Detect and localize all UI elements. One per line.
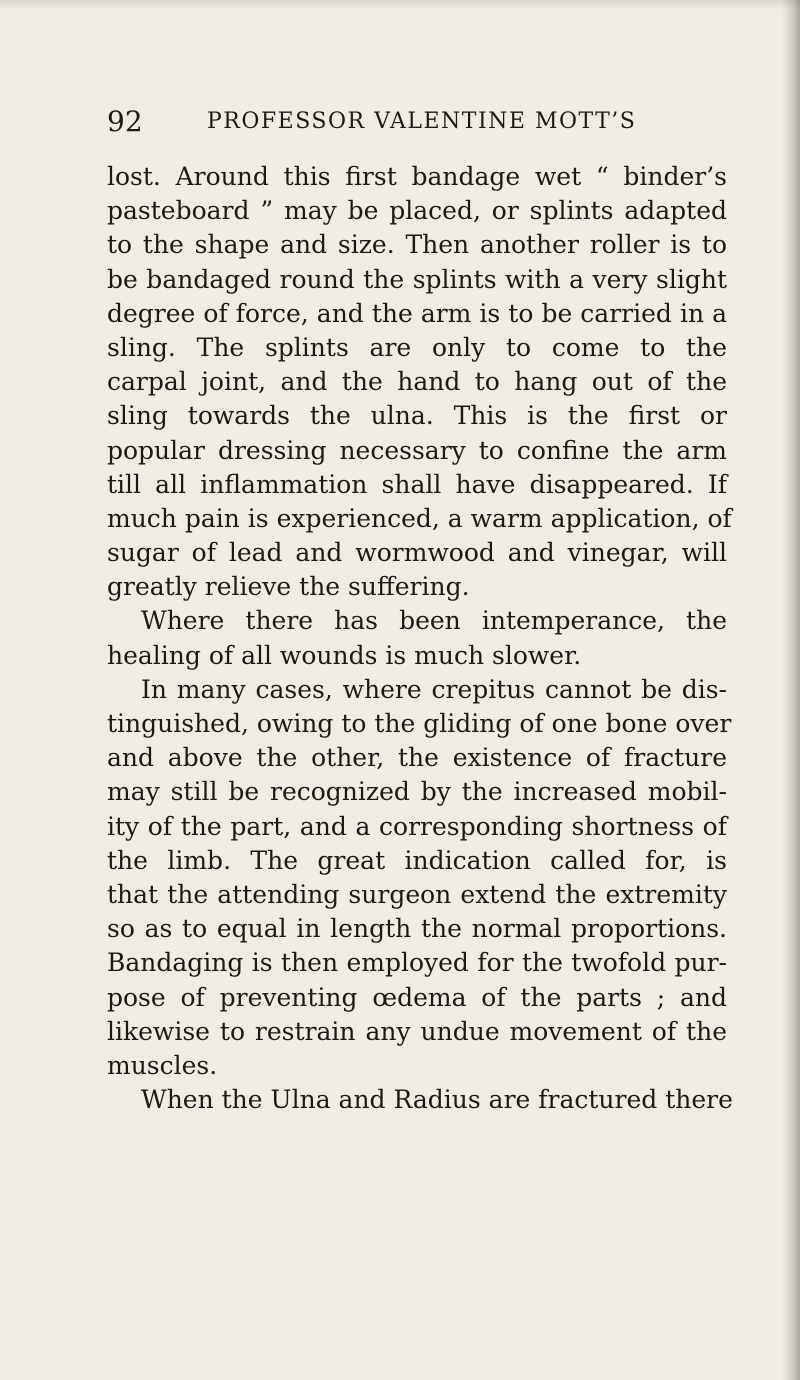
text-line: greatly relieve the suffering. bbox=[107, 572, 470, 602]
text-line: pose of preventing œdema of the parts ; and bbox=[107, 982, 727, 1012]
page-number: 92 bbox=[107, 105, 143, 138]
text-line: carpal joint, and the hand to hang out of the bbox=[107, 367, 727, 397]
body-text bbox=[107, 160, 733, 1117]
text-line: be bandaged round the splints with a very slight bbox=[107, 264, 727, 294]
text-line: lost. Around this first bandage wet “ binder’s bbox=[107, 162, 727, 191]
text-line: much pain is experienced, a warm application, of bbox=[107, 503, 732, 533]
text-line: sugar of lead and wormwood and vinegar, will bbox=[107, 538, 727, 568]
text-line: muscles. bbox=[107, 1050, 218, 1080]
text-line: till all inflammation shall have disappeared. If bbox=[107, 469, 727, 499]
page-edge-shadow bbox=[782, 0, 800, 1380]
text-line: ity of the part, and a corresponding shortness of bbox=[107, 811, 727, 841]
text-line: Where there has been intemperance, the bbox=[141, 606, 727, 636]
text-line: Bandaging is then employed for the twofold pur- bbox=[107, 948, 727, 978]
page-header bbox=[107, 102, 727, 142]
text-line: sling towards the ulna. This is the first or bbox=[107, 401, 727, 431]
text-line: may still be recognized by the increased mobil- bbox=[107, 777, 727, 807]
text-line: to the shape and size. Then another roller is to bbox=[107, 230, 727, 260]
text-line: healing of all wounds is much slower. bbox=[107, 640, 582, 670]
running-head: PROFESSOR VALENTINE MOTT’S bbox=[207, 109, 637, 134]
text-line: When the Ulna and Radius are fractured there bbox=[141, 1085, 733, 1115]
text-line: and above the other, the existence of fracture bbox=[107, 743, 727, 773]
text-line: degree of force, and the arm is to be carried in a bbox=[107, 298, 727, 328]
text-line: so as to equal in length the normal proportions. bbox=[107, 914, 727, 944]
text-line: tinguished, owing to the gliding of one bone over bbox=[107, 709, 732, 738]
page-top-shadow bbox=[0, 0, 800, 10]
text-line: likewise to restrain any undue movement of the bbox=[107, 1016, 727, 1046]
text-line: that the attending surgeon extend the extremity bbox=[107, 879, 727, 909]
text-line: In many cases, where crepitus cannot be dis- bbox=[141, 674, 727, 704]
text-line: popular dressing necessary to confine the arm bbox=[107, 435, 727, 465]
text-line: pasteboard ” may be placed, or splints adapted bbox=[107, 196, 727, 226]
text-line: sling. The splints are only to come to the bbox=[107, 332, 727, 362]
text-line: the limb. The great indication called for, is bbox=[107, 845, 727, 875]
